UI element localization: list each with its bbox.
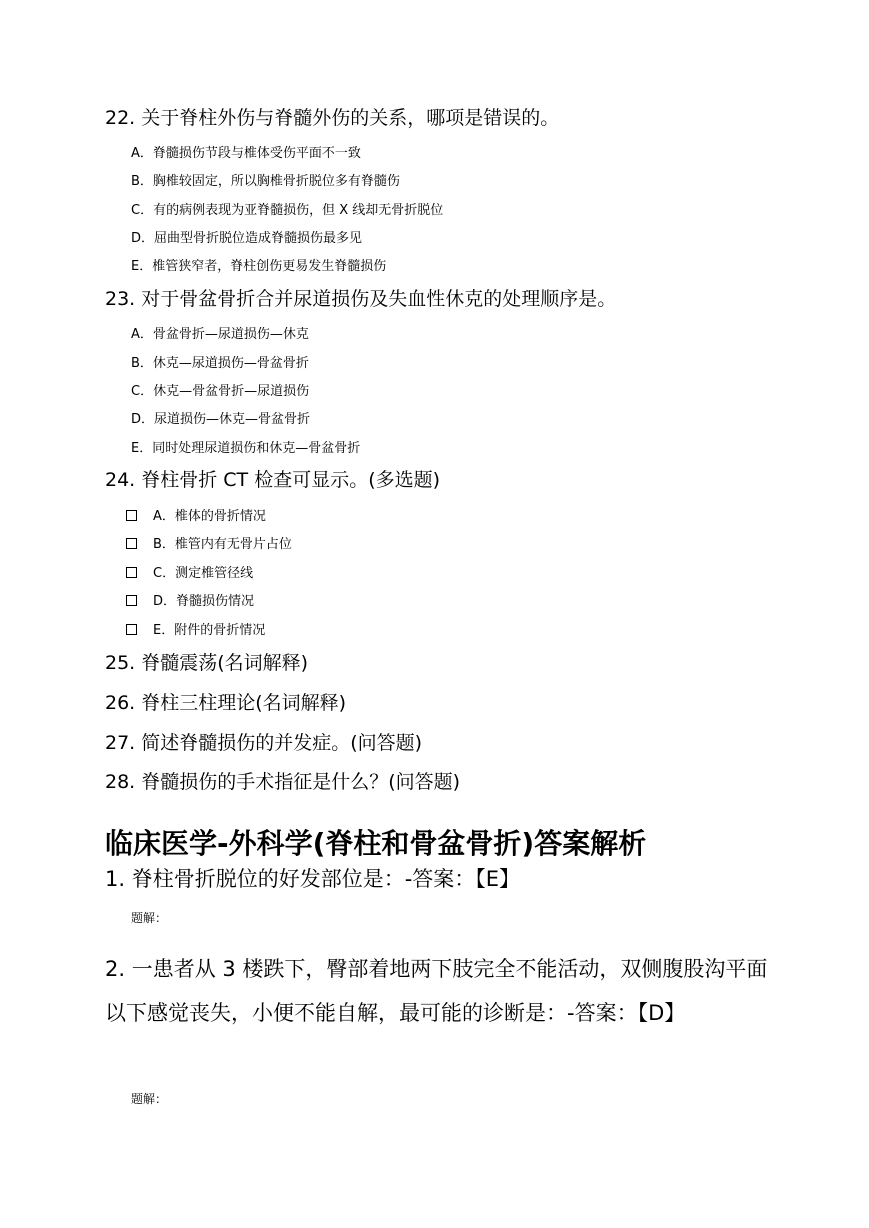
q22-option-c: C．有的病例表现为亚脊髓损伤，但 X 线却无骨折脱位 (131, 203, 444, 218)
answer-item-1-note: 题解： (131, 911, 168, 925)
q24-option-a (126, 508, 266, 526)
q24-option-b-label: B．椎管内有无骨片占位 (153, 537, 292, 552)
q24-option-c (126, 565, 253, 583)
q23-option-b: B．休克—尿道损伤—骨盆骨折 (131, 356, 309, 371)
question-24: 24. 脊柱骨折 CT 检查可显示。(多选题) (105, 469, 441, 491)
q23-option-c: C．休克—骨盆骨折—尿道损伤 (131, 384, 310, 399)
q22-option-e: E．椎管狭窄者，脊柱创伤更易发生脊髓损伤 (131, 259, 387, 274)
question-25: 25. 脊髓震荡(名词解释) (105, 652, 309, 674)
q22-option-a: A．脊髓损伤节段与椎体受伤平面不一致 (131, 146, 361, 161)
q24-option-b (126, 536, 292, 554)
checkbox-icon[interactable] (126, 538, 137, 549)
checkbox-icon[interactable] (126, 567, 137, 578)
checkbox-icon[interactable] (126, 510, 137, 521)
q24-option-d-label: D．脊髓损伤情况 (153, 594, 255, 609)
q22-option-b: B．胸椎较固定，所以胸椎骨折脱位多有脊髓伤 (131, 174, 400, 189)
q24-option-d (126, 593, 254, 611)
question-23: 23. 对于骨盆骨折合并尿道损伤及失血性休克的处理顺序是。 (105, 288, 617, 310)
q23-option-d: D．尿道损伤—休克—骨盆骨折 (131, 412, 311, 427)
question-26: 26. 脊柱三柱理论(名词解释) (105, 692, 347, 714)
question-22: 22. 关于脊柱外伤与脊髓外伤的关系，哪项是错误的。 (105, 107, 560, 129)
answer-section-heading: 临床医学-外科学(脊柱和骨盆骨折)答案解析 (105, 827, 647, 860)
q23-option-e: E．同时处理尿道损伤和休克—骨盆骨折 (131, 441, 361, 456)
question-28: 28. 脊髓损伤的手术指征是什么？(问答题) (105, 771, 461, 793)
checkbox-icon[interactable] (126, 595, 137, 606)
question-27: 27. 简述脊髓损伤的并发症。(问答题) (105, 732, 423, 754)
answer-item-1: 1. 脊柱骨折脱位的好发部位是：-答案：【E】 (105, 867, 521, 891)
answer-item-2-note: 题解： (131, 1092, 168, 1106)
q24-option-a-label: A．椎体的骨折情况 (153, 509, 266, 524)
q24-option-e (126, 622, 265, 640)
q23-option-a: A．骨盆骨折—尿道损伤—休克 (131, 327, 309, 342)
q24-option-c-label: C．测定椎管径线 (153, 566, 254, 581)
q22-option-d: D．屈曲型骨折脱位造成脊髓损伤最多见 (131, 231, 363, 246)
q24-option-e-label: E．附件的骨折情况 (153, 623, 266, 638)
answer-item-2: 2. 一患者从 3 楼跌下，臀部着地两下肢完全不能活动，双侧腹股沟平面以下感觉丧失，小便不能自解，最可能的诊断是：-答案：【D】 (105, 957, 768, 1025)
checkbox-icon[interactable] (126, 624, 137, 635)
